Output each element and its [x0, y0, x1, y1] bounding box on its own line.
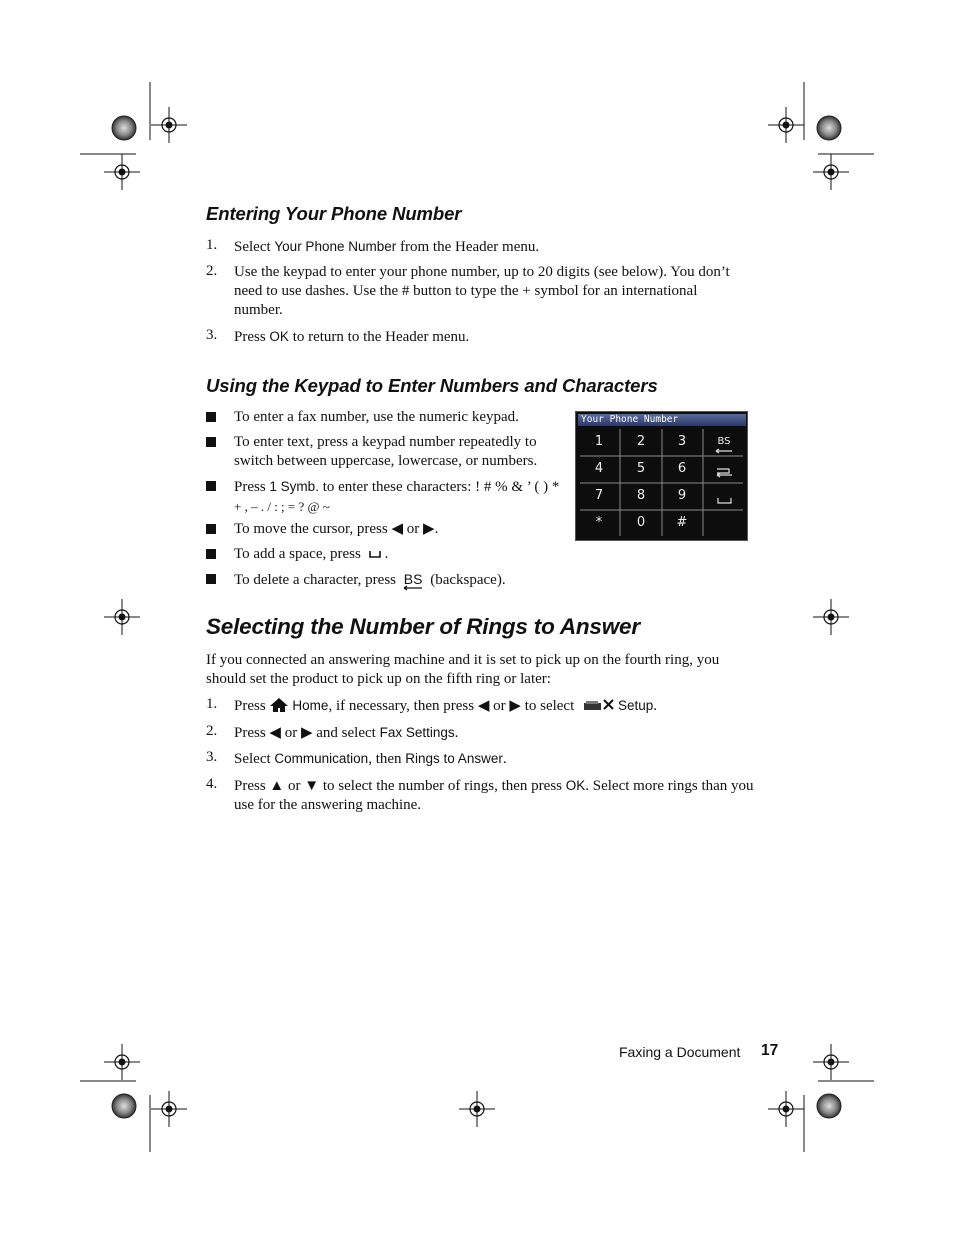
right-arrow-icon: ▶ — [300, 725, 313, 741]
keypad-key: 7 — [594, 488, 604, 503]
step-number: 1. — [206, 237, 218, 253]
footer-section-title: Faxing a Document — [619, 1044, 741, 1060]
keypad-key: 0 — [636, 515, 646, 530]
keypad-screen-image — [575, 411, 748, 541]
ui-label: Home — [292, 698, 329, 713]
keypad-key: 6 — [677, 461, 687, 476]
keypad-key: * — [595, 515, 603, 530]
space-icon — [367, 549, 383, 559]
setup-icon — [583, 698, 615, 712]
right-arrow-icon: ▶ — [423, 521, 435, 537]
bullet-square — [206, 524, 216, 534]
step-2-text: Use the keypad to enter your phone number, up to 20 digits (see below). You don’t need to use dashes. Use the # button to type the + symbol for an international number. — [234, 264, 730, 318]
ui-label: Your Phone Number — [274, 239, 397, 254]
bullet-text-move-cursor: To move the cursor, press ◀ or ▶. — [234, 521, 439, 537]
keypad-key: 3 — [677, 434, 687, 449]
bullet-square — [206, 437, 216, 447]
rings-step-2-text: Press ◀ or ▶ and select Fax Settings. — [234, 725, 459, 741]
page-number: 17 — [761, 1042, 779, 1059]
bullet-text-fax-number: To enter a fax number, use the numeric keypad. — [234, 409, 519, 425]
bullet-square — [206, 574, 216, 584]
keypad-key-backspace: BS — [717, 436, 731, 447]
down-arrow-icon: ▼ — [304, 778, 320, 794]
keypad-key: 4 — [594, 461, 604, 476]
keypad-key: 1 — [594, 434, 604, 449]
ui-label: Setup — [618, 698, 654, 713]
step-number: 4. — [206, 776, 218, 792]
keypad-key: # — [676, 515, 688, 530]
left-arrow-icon: ◀ — [269, 725, 281, 741]
backspace-icon: BS — [404, 570, 423, 589]
ui-label: Fax Settings — [379, 725, 455, 740]
ui-label: OK — [269, 329, 289, 344]
keypad-key: 9 — [677, 488, 687, 503]
rings-step-4-text: Press ▲ or ▼ to select the number of rings, then press OK. Select more rings than you use for the answering machine. — [234, 778, 754, 813]
bullet-text-add-space: To add a space, press . — [234, 546, 389, 562]
home-icon — [269, 697, 289, 713]
intro-paragraph: If you connected an answering machine and it is set to pick up on the fourth ring, you should set the product to pick up on the fifth ring or later: — [206, 652, 720, 687]
keypad-key: 5 — [636, 461, 646, 476]
step-number: 2. — [206, 723, 218, 739]
bullet-text-symbols: Press 1 Symb. to enter these characters: ! # % & ’ ( ) * + , – . / : ; = ? @ ~ — [234, 479, 560, 514]
left-arrow-icon: ◀ — [477, 698, 490, 714]
bullet-square — [206, 412, 216, 422]
ui-label: Communication — [274, 751, 369, 766]
keypad-title: Your Phone Number — [578, 414, 746, 426]
bullet-square — [206, 481, 216, 491]
ui-label: Rings to Answer — [405, 751, 503, 766]
ui-label: OK — [565, 778, 586, 793]
bullet-square — [206, 549, 216, 559]
rings-step-3-text: Select Communication, then Rings to Answer. — [234, 751, 507, 767]
left-arrow-icon: ◀ — [391, 521, 404, 537]
right-arrow-icon: ▶ — [509, 698, 521, 714]
heading-rings-to-answer: Selecting the Number of Rings to Answer — [206, 614, 640, 639]
step-1-text: Select Your Phone Number from the Header menu. — [234, 239, 540, 255]
keypad-key: 8 — [636, 488, 646, 503]
step-number: 3. — [206, 327, 218, 343]
step-number: 3. — [206, 749, 218, 765]
heading-entering-phone-number: Entering Your Phone Number — [206, 203, 462, 224]
up-arrow-icon: ▲ — [269, 778, 285, 794]
step-3-text: Press OK to return to the Header menu. — [234, 329, 470, 345]
ui-label: 1 Symb. — [269, 479, 319, 494]
keypad-key: 2 — [636, 434, 646, 449]
bullet-text-enter-text: To enter text, press a keypad number repeatedly to switch between uppercase, lowercase, or numbers. — [234, 434, 538, 469]
step-number: 1. — [206, 696, 218, 712]
bullet-text-backspace: To delete a character, press BS (backspace). — [234, 571, 506, 588]
rings-step-1-text: Press Home, if necessary, then press ◀ or ▶ to select Setup. — [234, 698, 658, 714]
step-number: 2. — [206, 263, 218, 279]
heading-using-keypad: Using the Keypad to Enter Numbers and Characters — [206, 375, 658, 396]
